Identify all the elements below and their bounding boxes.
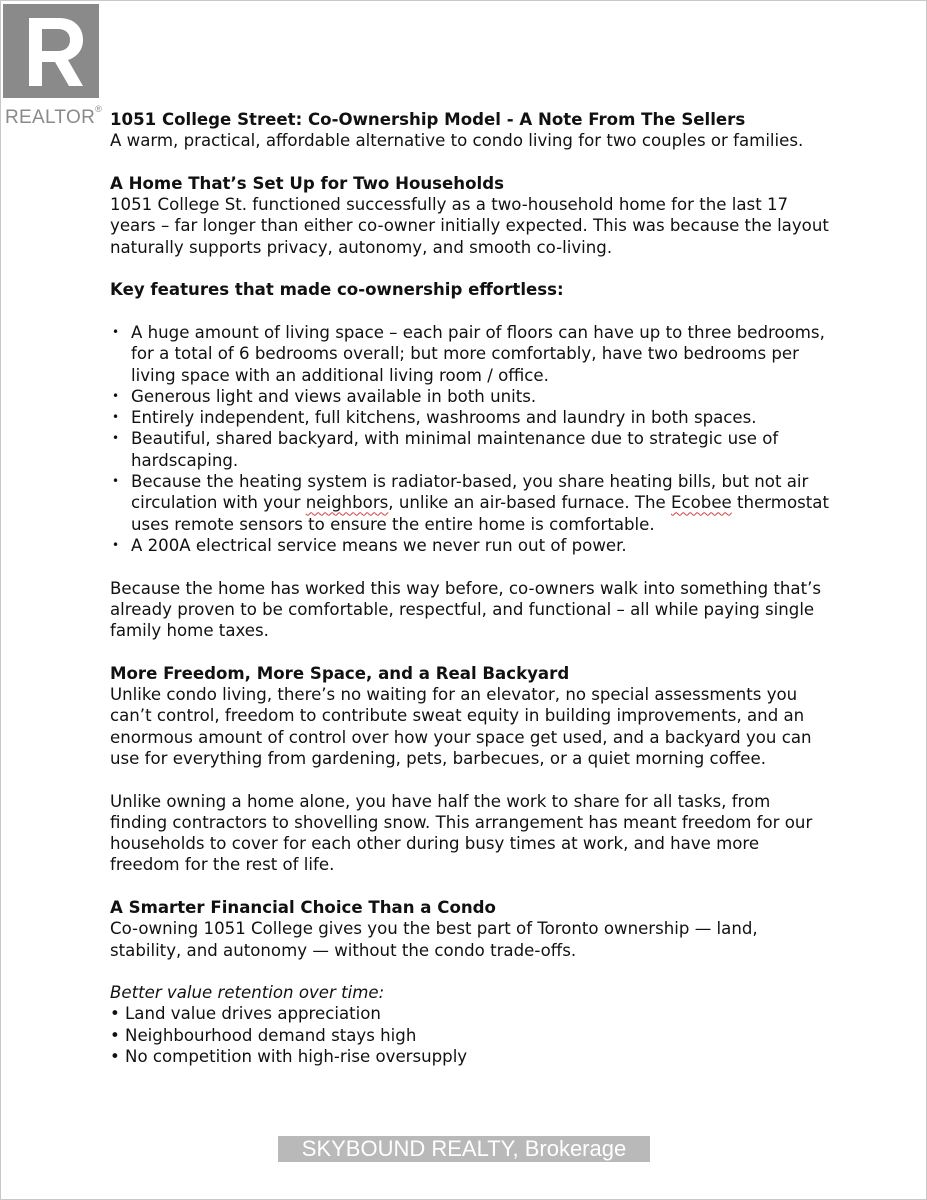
realtor-logo-text: REALTOR® [5,104,103,128]
feature-item-light: • Generous light and views available in both units. [110,386,830,407]
realtor-r-logo-icon [3,4,99,98]
realtor-logo [3,4,103,128]
feature-item-independent: • Entirely independent, full kitchens, washrooms and laundry in both spaces. [110,407,830,428]
section-heading-two-households: A Home That’s Set Up for Two Households [110,173,504,193]
section-heading-financial: A Smarter Financial Choice Than a Condo [110,897,496,917]
value-item-land: • Land value drives appreciation [110,1004,381,1024]
section-heading-freedom: More Freedom, More Space, and a Real Backyard [110,663,570,683]
feature-item-backyard: • Beautiful, shared backyard, with minimal maintenance due to strategic use of hardscaping. [110,428,830,471]
feature-item-electrical: • A 200A electrical service means we never run out of power. [110,535,830,556]
brokerage-watermark: SKYBOUND REALTY, Brokerage [278,1136,650,1162]
value-item-supply: • No competition with high-rise oversupply [110,1047,468,1067]
document-body [110,109,830,1067]
section-text-two-households: 1051 College St. functioned successfully as a two-household home for the last 17 years – far longer than either co-owner initially expected. This was because the layout naturally supports privacy, autonomy, and smooth co-living. [110,195,829,257]
section-text-financial: Co-owning 1051 College gives you the best part of Toronto ownership — land, stability, and autonomy — without the condo trade-offs. [110,919,758,960]
section-text-freedom: Unlike condo living, there’s no waiting for an elevator, no special assessments you can’t control, freedom to contribute sweat equity in building improvements, and an enormous amount of control over how your space get used, and a backyard you can use for everything from gardening, pets, barbecues, or a quiet morning coffee. [110,685,812,768]
document-subtitle: A warm, practical, affordable alternative to condo living for two couples or families. [110,131,804,151]
value-retention-label: Better value retention over time: [110,983,385,1003]
features-list [110,322,830,556]
spellcheck-word-ecobee: Ecobee [671,493,732,513]
features-heading: Key features that made co-ownership effortless: [110,280,564,300]
spellcheck-word-neighbors: neighbors [305,493,389,513]
feature-item-living-space: • A huge amount of living space – each pair of floors can have up to three bedrooms, for a total of 6 bedrooms overall; but more comfortably, have two bedrooms per living space with an additional living room / office. [110,322,830,386]
feature-item-heating: • Because the heating system is radiator-based, you share heating bills, but not air circulation with your neighbors, unlike an air-based furnace. The Ecobee thermostat uses remote sensors to ensure the entire home is comfortable. [110,471,830,535]
value-item-demand: • Neighbourhood demand stays high [110,1025,417,1045]
paragraph-proven: Because the home has worked this way before, co-owners walk into something that’s already proven to be comfortable, respectful, and functional – all while paying single family home taxes. [110,578,821,641]
document-title: 1051 College Street: Co-Ownership Model - A Note From The Sellers [110,110,746,129]
paragraph-owning-alone: Unlike owning a home alone, you have half the work to share for all tasks, from finding contractors to shovelling snow. This arrangement has meant freedom for our households to cover for each other during busy times at work, and have more freedom for the rest of life. [110,791,813,875]
